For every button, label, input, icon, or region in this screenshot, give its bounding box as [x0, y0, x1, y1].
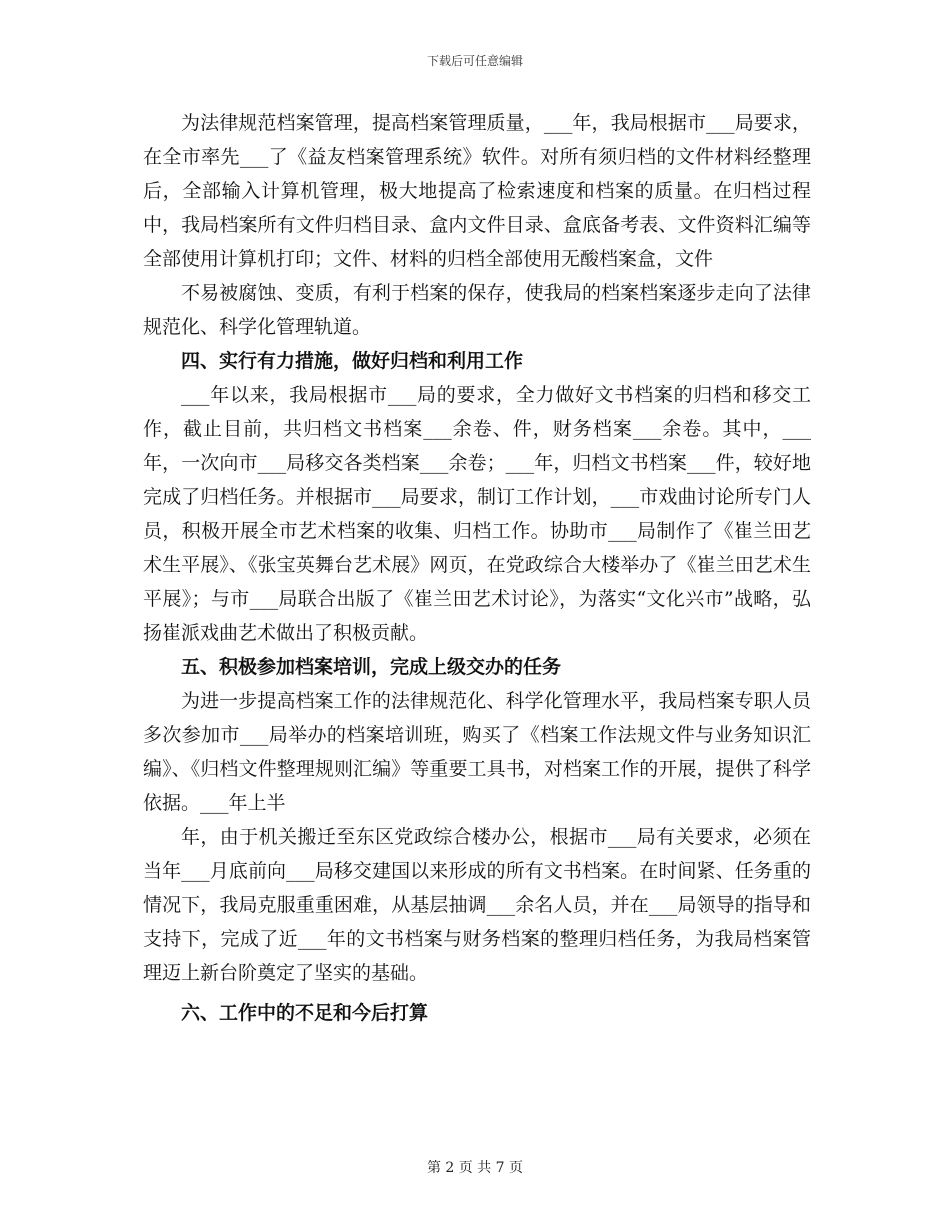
paragraph-filing-work: ___年以来，我局根据市___局的要求，全力做好文书档案的归档和移交工作，截止目前，共归档文书档案___余卷、件，财务档案___余卷。其中，___年，一次向市___局移交各类档案___余卷；___年，归档文书档案___件，较好地完成了归档任务。并根据市___局要求，制订工作计划，___市戏曲讨论所专门人员，积极开展全市艺术档案的收集、归档工作。协助市___局制作了《崔兰田艺术生平展》、《张宝英舞台艺术展》网页，在党政综合大楼举办了《崔兰田艺术生平展》；与市___局联合出版了《崔兰田艺术讨论》，为落实“文化兴市”战略，弘扬崔派戏曲艺术做出了积极贡献。 [143, 384, 811, 644]
section-heading-6: 六、工作中的不足和今后打算 [181, 1002, 429, 1024]
paragraph-archive-preservation: 不易被腐蚀、变质，有利于档案的保存，使我局的档案档案逐步走向了法律规范化、科学化管理轨道。 [143, 282, 811, 338]
paragraph-relocation: 年，由于机关搬迁至东区党政综合楼办公，根据市___局有关要求，必须在当年___月底前向___局移交建国以来形成的所有文书档案。在时间紧、任务重的情况下，我局克服重重困难，从基层抽调___余名人员，并在___局领导的指导和支持下，完成了近___年的文书档案与财务档案的整理归档任务，为我局档案管理迈上新台阶奠定了坚实的基础。 [143, 826, 811, 984]
document-body [143, 106, 811, 1030]
section-heading-4: 四、实行有力措施，做好归档和利用工作 [181, 350, 524, 372]
page-number-footer: 第 2 页 共 7 页 [426, 1160, 524, 1176]
page-header: 下载后可任意编辑 [426, 54, 523, 68]
paragraph-archive-system: 为法律规范档案管理，提高档案管理质量，___年，我局根据市___局要求，在全市率先___了《益友档案管理系统》软件。对所有须归档的文件材料经整理后，全部输入计算机管理，极大地提高了检索速度和档案的质量。在归档过程中，我局档案所有文件归档目录、盒内文件目录、盒底备考表、文件资料汇编等全部使用计算机打印；文件、材料的归档全部使用无酸档案盒，文件 [143, 112, 811, 270]
paragraph-training: 为进一步提高档案工作的法律规范化、科学化管理水平，我局档案专职人员多次参加市___局举办的档案培训班，购买了《档案工作法规文件与业务知识汇编》、《归档文件整理规则汇编》等重要工具书，对档案工作的开展，提供了科学依据。___年上半 [143, 690, 811, 814]
section-heading-5: 五、积极参加档案培训，完成上级交办的任务 [181, 656, 562, 678]
